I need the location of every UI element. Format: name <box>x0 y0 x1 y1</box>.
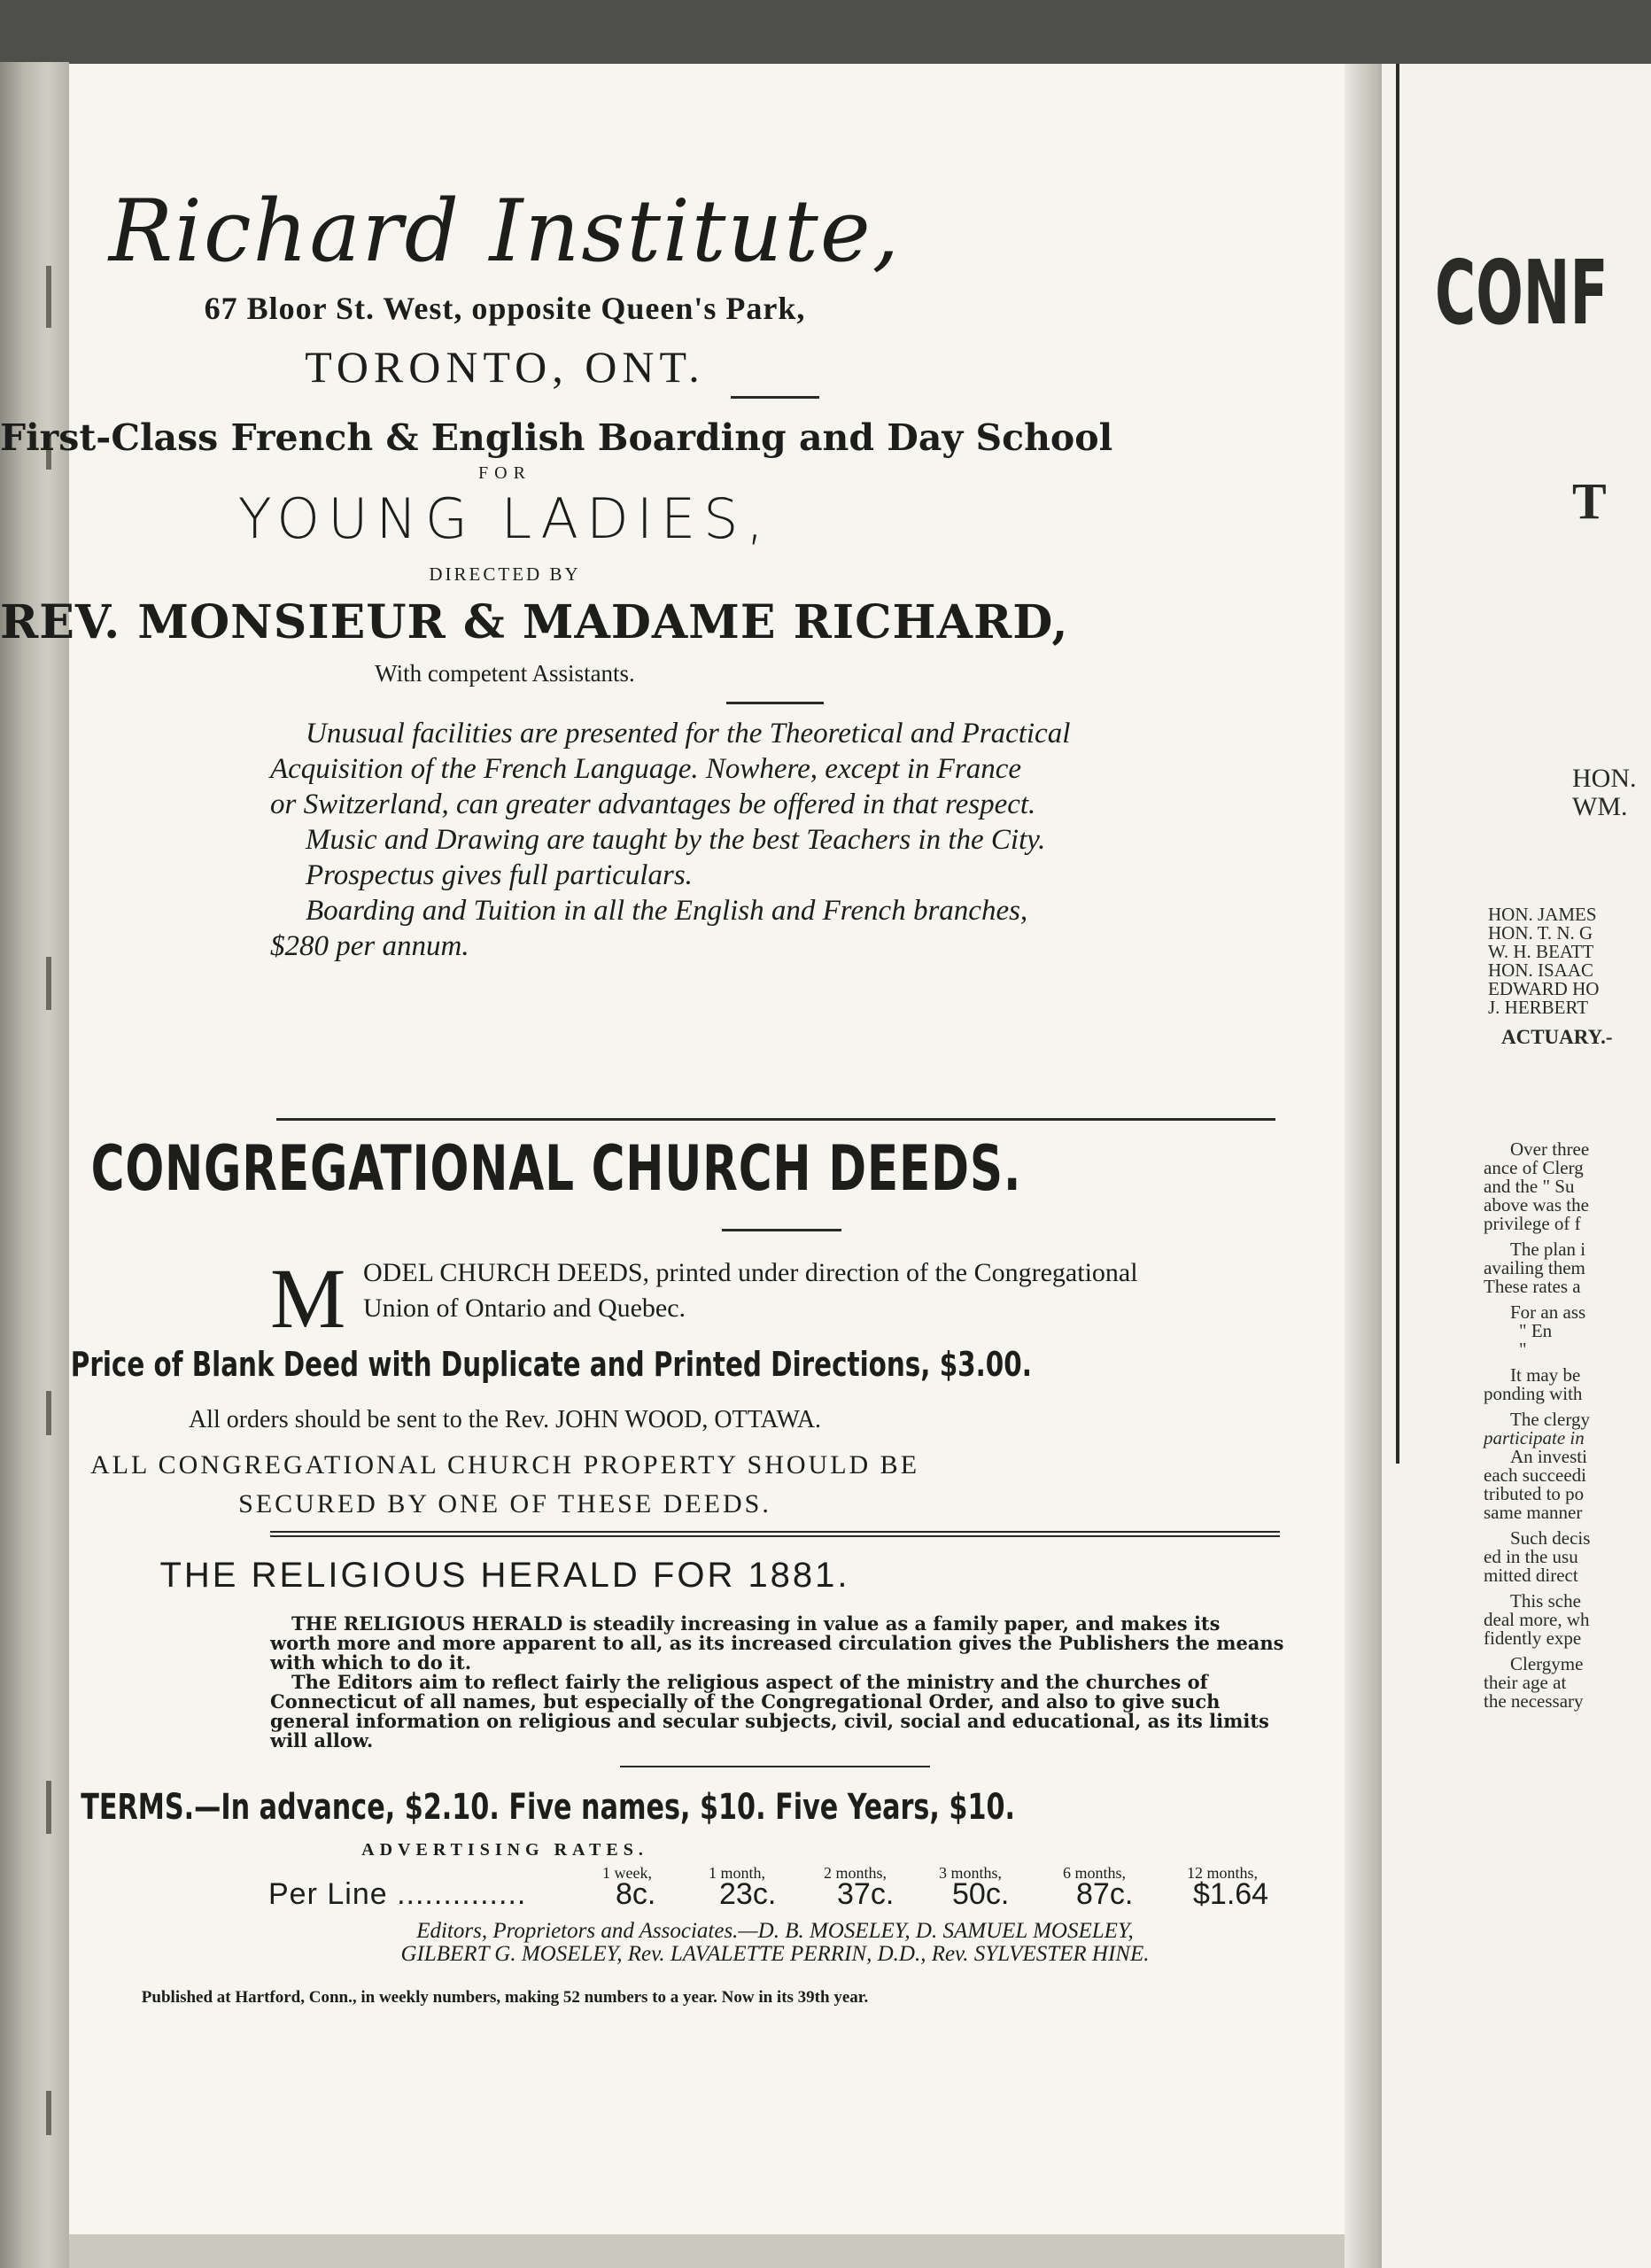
facing-line: availing them <box>1484 1257 1585 1278</box>
page-stack-edge <box>0 62 69 2268</box>
herald-line: The Editors aim to reflect fairly the religious aspect of the ministry and the churches of <box>291 1671 1208 1693</box>
church-deeds-title: CONGREGATIONAL CHURCH DEEDS. <box>90 1132 1022 1205</box>
section-rule <box>276 1118 1275 1121</box>
rate-price: $1.64 <box>1193 1877 1269 1911</box>
facing-page <box>1382 64 1651 2268</box>
publication-note: Published at Hartford, Conn., in weekly numbers, making 52 numbers to a year. Now in its 39th year. <box>141 1988 869 2007</box>
facing-line: For an ass <box>1510 1301 1586 1323</box>
school-description: First-Class French & English Boarding and Day School <box>0 416 1113 459</box>
facing-line: ance of Clerg <box>1484 1157 1584 1178</box>
drop-cap: M <box>270 1251 346 1346</box>
deeds-text-line: ODEL CHURCH DEEDS, printed under direction of the Congregational <box>363 1258 1138 1287</box>
rate-price: 37c. <box>837 1877 895 1911</box>
section-rule <box>270 1535 1280 1537</box>
paragraph-line: Music and Drawing are taught by the best Teachers in the City. <box>306 824 1046 856</box>
rate-price: 50c. <box>952 1877 1010 1911</box>
herald-line: worth more and more apparent to all, as its increased circulation gives the Publishers the means <box>270 1632 1284 1654</box>
edge-mark <box>46 2091 51 2135</box>
school-audience: YOUNG LADIES, <box>237 486 772 551</box>
assistants-note: With competent Assistants. <box>375 660 635 687</box>
scan-background-top <box>0 0 1651 64</box>
richard-city: TORONTO, ONT. <box>305 342 705 392</box>
rate-price: 87c. <box>1076 1877 1134 1911</box>
facing-subheading: T <box>1572 472 1607 530</box>
section-rule <box>270 1531 1280 1533</box>
facing-name: W. H. BEATT <box>1488 941 1594 962</box>
facing-line: An investi <box>1510 1446 1587 1467</box>
herald-title: THE RELIGIOUS HERALD FOR 1881. <box>159 1556 850 1595</box>
paragraph-line: $280 per annum. <box>270 930 469 962</box>
editors-line: Editors, Proprietors and Associates.—D. B. MOSELEY, D. SAMUEL MOSELEY, <box>416 1919 1134 1943</box>
facing-line: The plan i <box>1510 1239 1586 1260</box>
rate-period: 6 months, <box>1063 1864 1127 1882</box>
school-for-label: FOR <box>478 463 531 483</box>
facing-line: It may be <box>1510 1364 1581 1386</box>
rate-period: 1 week, <box>602 1864 652 1882</box>
richard-paragraph <box>270 716 1280 964</box>
facing-line: ed in the usu <box>1484 1546 1578 1567</box>
facing-line: Such decis <box>1510 1527 1591 1549</box>
rate-period: 3 months, <box>939 1864 1003 1882</box>
facing-line: privilege of f <box>1484 1213 1581 1234</box>
facing-name: J. HERBERT <box>1488 997 1589 1018</box>
facing-name: HON. ISAAC <box>1488 959 1594 981</box>
facing-line: their age at <box>1484 1672 1567 1693</box>
herald-body <box>270 1612 1284 1751</box>
property-notice: ALL CONGREGATIONAL CHURCH PROPERTY SHOULD BE <box>89 1450 920 1480</box>
facing-actuary: ACTUARY.- <box>1501 1026 1613 1048</box>
richard-address: 67 Bloor St. West, opposite Queen's Park, <box>204 291 806 326</box>
herald-line: THE RELIGIOUS HERALD is steadily increasing in value as a family paper, and makes its <box>291 1612 1221 1635</box>
facing-name: EDWARD HO <box>1488 978 1600 999</box>
facing-line: The clergy <box>1510 1409 1590 1430</box>
page-bottom-edge <box>69 2234 1345 2268</box>
directors-name: REV. MONSIEUR & MADAME RICHARD, <box>0 595 1069 649</box>
facing-line: same manner <box>1484 1502 1583 1523</box>
paragraph-line: or Switzerland, can greater advantages be offered in that respect. <box>270 788 1036 820</box>
herald-terms: TERMS.—In advance, $2.10. Five names, $10. Five Years, $10. <box>81 1787 1016 1828</box>
divider <box>620 1766 930 1767</box>
facing-line: the necessary <box>1484 1690 1584 1712</box>
per-line-label: Per Line .............. <box>268 1877 527 1911</box>
editors-line: GILBERT G. MOSELEY, Rev. LAVALETTE PERRIN, D.D., Rev. SYLVESTER HINE. <box>400 1942 1150 1966</box>
orders-note: All orders should be sent to the Rev. JOHN WOOD, OTTAWA. <box>188 1406 822 1433</box>
facing-body <box>1484 1140 1590 1711</box>
directed-by-label: DIRECTED BY <box>429 563 581 585</box>
rate-period: 12 months, <box>1187 1864 1259 1882</box>
facing-heading: CONF <box>1435 241 1608 345</box>
divider <box>722 1229 841 1231</box>
divider <box>731 396 819 399</box>
facing-line: above was the <box>1484 1194 1589 1216</box>
herald-line: will allow. <box>270 1729 374 1751</box>
facing-line: " En <box>1519 1320 1553 1341</box>
facing-hon: WM. <box>1572 792 1628 821</box>
facing-names <box>1488 905 1599 1017</box>
facing-line: and the " Su <box>1484 1176 1575 1197</box>
paragraph-line: Unusual facilities are presented for the Theoretical and Practical <box>306 718 1071 750</box>
edge-mark <box>46 957 51 1010</box>
divider <box>726 702 824 704</box>
facing-line: This sche <box>1510 1590 1581 1612</box>
facing-line: Over three <box>1510 1138 1590 1160</box>
advertising-rates-heading: ADVERTISING RATES. <box>361 1840 648 1860</box>
facing-line: tributed to po <box>1484 1483 1585 1504</box>
facing-line: fidently expe <box>1484 1627 1582 1649</box>
facing-line: These rates a <box>1484 1276 1581 1297</box>
facing-name: HON. JAMES <box>1488 904 1597 925</box>
facing-hon: HON. <box>1572 764 1637 793</box>
property-notice: SECURED BY ONE OF THESE DEEDS. <box>238 1489 771 1518</box>
facing-name: HON. T. N. G <box>1488 922 1593 944</box>
rate-price: 8c. <box>616 1877 656 1911</box>
paragraph-line: Prospectus gives full particulars. <box>306 859 693 891</box>
rate-period: 1 month, <box>709 1864 766 1882</box>
deed-price: Price of Blank Deed with Duplicate and Printed Directions, $3.00. <box>70 1345 1032 1384</box>
facing-line: deal more, wh <box>1484 1609 1590 1630</box>
herald-line: Connecticut of all names, but especially of the Congregational Order, and also to give such <box>270 1690 1221 1713</box>
paragraph-line: Boarding and Tuition in all the English and French branches, <box>306 895 1028 927</box>
deeds-text-line: Union of Ontario and Quebec. <box>363 1293 686 1323</box>
herald-line: with which to do it. <box>270 1651 472 1674</box>
paragraph-line: Acquisition of the French Language. Nowhere, except in France <box>270 753 1022 785</box>
facing-line: Clergyme <box>1510 1653 1584 1674</box>
rate-period: 2 months, <box>824 1864 888 1882</box>
herald-line: general information on religious and secular subjects, civil, social and educational, as its limits <box>270 1710 1269 1732</box>
facing-line: mitted direct <box>1484 1565 1578 1586</box>
facing-page-rule <box>1396 64 1399 1464</box>
edge-mark <box>46 1781 51 1834</box>
richard-institute-title: Richard Institute, <box>108 182 902 281</box>
rate-price: 23c. <box>719 1877 777 1911</box>
facing-line: ponding with <box>1484 1383 1583 1404</box>
facing-line: participate in <box>1484 1427 1585 1449</box>
facing-line: " <box>1519 1339 1527 1360</box>
facing-line: each succeedi <box>1484 1464 1587 1486</box>
